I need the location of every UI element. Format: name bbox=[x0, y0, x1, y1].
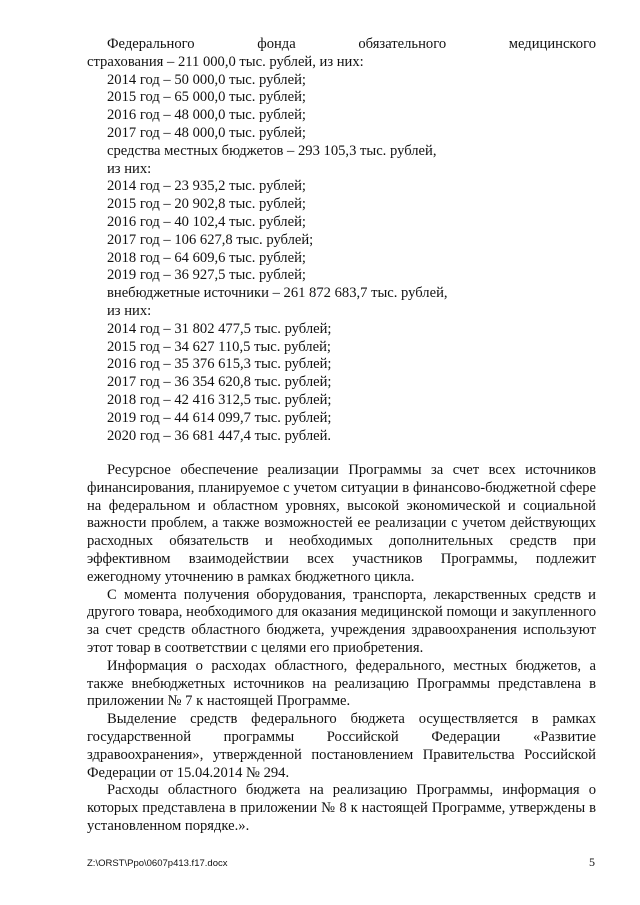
footer-file-path: Z:\ORST\Ppo\0607p413.f17.docx bbox=[87, 858, 228, 869]
extrabudget-of-them: из них: bbox=[107, 302, 152, 319]
extrabudget-year-line: 2020 год – 36 681 447,4 тыс. рублей. bbox=[107, 427, 332, 444]
local-year-line: 2016 год – 40 102,4 тыс. рублей; bbox=[107, 213, 306, 230]
paragraph-federal-budget: Выделение средств федерального бюджета осуществляется в рамках государственной программы Российской Федерации «Развитие здравоохранения», утвержденной постановлением Правительства Российской Федерации от 15.04.2014 № 294. bbox=[87, 711, 596, 781]
extrabudget-year-line: 2015 год – 34 627 110,5 тыс. рублей; bbox=[107, 338, 331, 355]
local-year-line: 2015 год – 20 902,8 тыс. рублей; bbox=[107, 196, 306, 213]
page-number: 5 bbox=[589, 855, 595, 869]
paragraph-equipment-use: С момента получения оборудования, транспорта, лекарственных средств и другого товара, необходимого для оказания медицинской помощи и закупленного за счет средств областного бюджета, учреждения здравоохранения используют этот товар в соответствии с целями его приобретения. bbox=[87, 586, 596, 656]
local-year-line: 2019 год – 36 927,5 тыс. рублей; bbox=[107, 267, 306, 284]
funding-list bbox=[87, 36, 596, 445]
body-paragraphs bbox=[87, 462, 596, 836]
ffoms-line-1: Федерального фонда обязательного медицинского bbox=[107, 36, 596, 52]
ffoms-year-line: 2015 год – 65 000,0 тыс. рублей; bbox=[107, 89, 306, 106]
paragraph-regional-budget: Расходы областного бюджета на реализацию Программы, информация о которых представлена в приложении № 8 к настоящей Программе, утверждены в установленном порядке.». bbox=[87, 782, 596, 834]
ffoms-line-2: страхования – 211 000,0 тыс. рублей, из них: bbox=[87, 53, 364, 70]
extrabudget-year-line: 2019 год – 44 614 099,7 тыс. рублей; bbox=[107, 409, 332, 426]
paragraph-resource-provision: Ресурсное обеспечение реализации Программы за счет всех источников финансирования, планируемое с учетом ситуации в финансово-бюджетной сфере на федеральном и областном уровнях, высокой экономической и социальной важности проблем, а также возможностей ее реализации с учетом действующих расходных обязательств и необходимых дополнительных средств при эффективном взаимодействии всех участников Программы, подлежит ежегодному уточнению в рамках бюджетного цикла. bbox=[87, 462, 596, 585]
local-budget-of-them: из них: bbox=[107, 160, 152, 177]
extrabudget-year-line: 2017 год – 36 354 620,8 тыс. рублей; bbox=[107, 374, 332, 391]
ffoms-year-line: 2016 год – 48 000,0 тыс. рублей; bbox=[107, 107, 306, 124]
paragraph-expense-info: Информация о расходах областного, федерального, местных бюджетов, а также внебюджетных источников на реализацию Программы представлена в приложении № 7 к настоящей Программе. bbox=[87, 657, 596, 710]
local-year-line: 2014 год – 23 935,2 тыс. рублей; bbox=[107, 178, 306, 195]
local-year-line: 2017 год – 106 627,8 тыс. рублей; bbox=[107, 231, 314, 248]
extrabudget-year-line: 2018 год – 42 416 312,5 тыс. рублей; bbox=[107, 391, 332, 408]
extrabudget-year-line: 2014 год – 31 802 477,5 тыс. рублей; bbox=[107, 320, 332, 337]
ffoms-year-line: 2017 год – 48 000,0 тыс. рублей; bbox=[107, 124, 306, 141]
ffoms-year-line: 2014 год – 50 000,0 тыс. рублей; bbox=[107, 71, 306, 88]
extrabudget-header: внебюджетные источники – 261 872 683,7 тыс. рублей, bbox=[107, 285, 448, 302]
extrabudget-year-line: 2016 год – 35 376 615,3 тыс. рублей; bbox=[107, 356, 332, 373]
local-budget-header: средства местных бюджетов – 293 105,3 тыс. рублей, bbox=[107, 142, 437, 159]
local-year-line: 2018 год – 64 609,6 тыс. рублей; bbox=[107, 249, 306, 266]
